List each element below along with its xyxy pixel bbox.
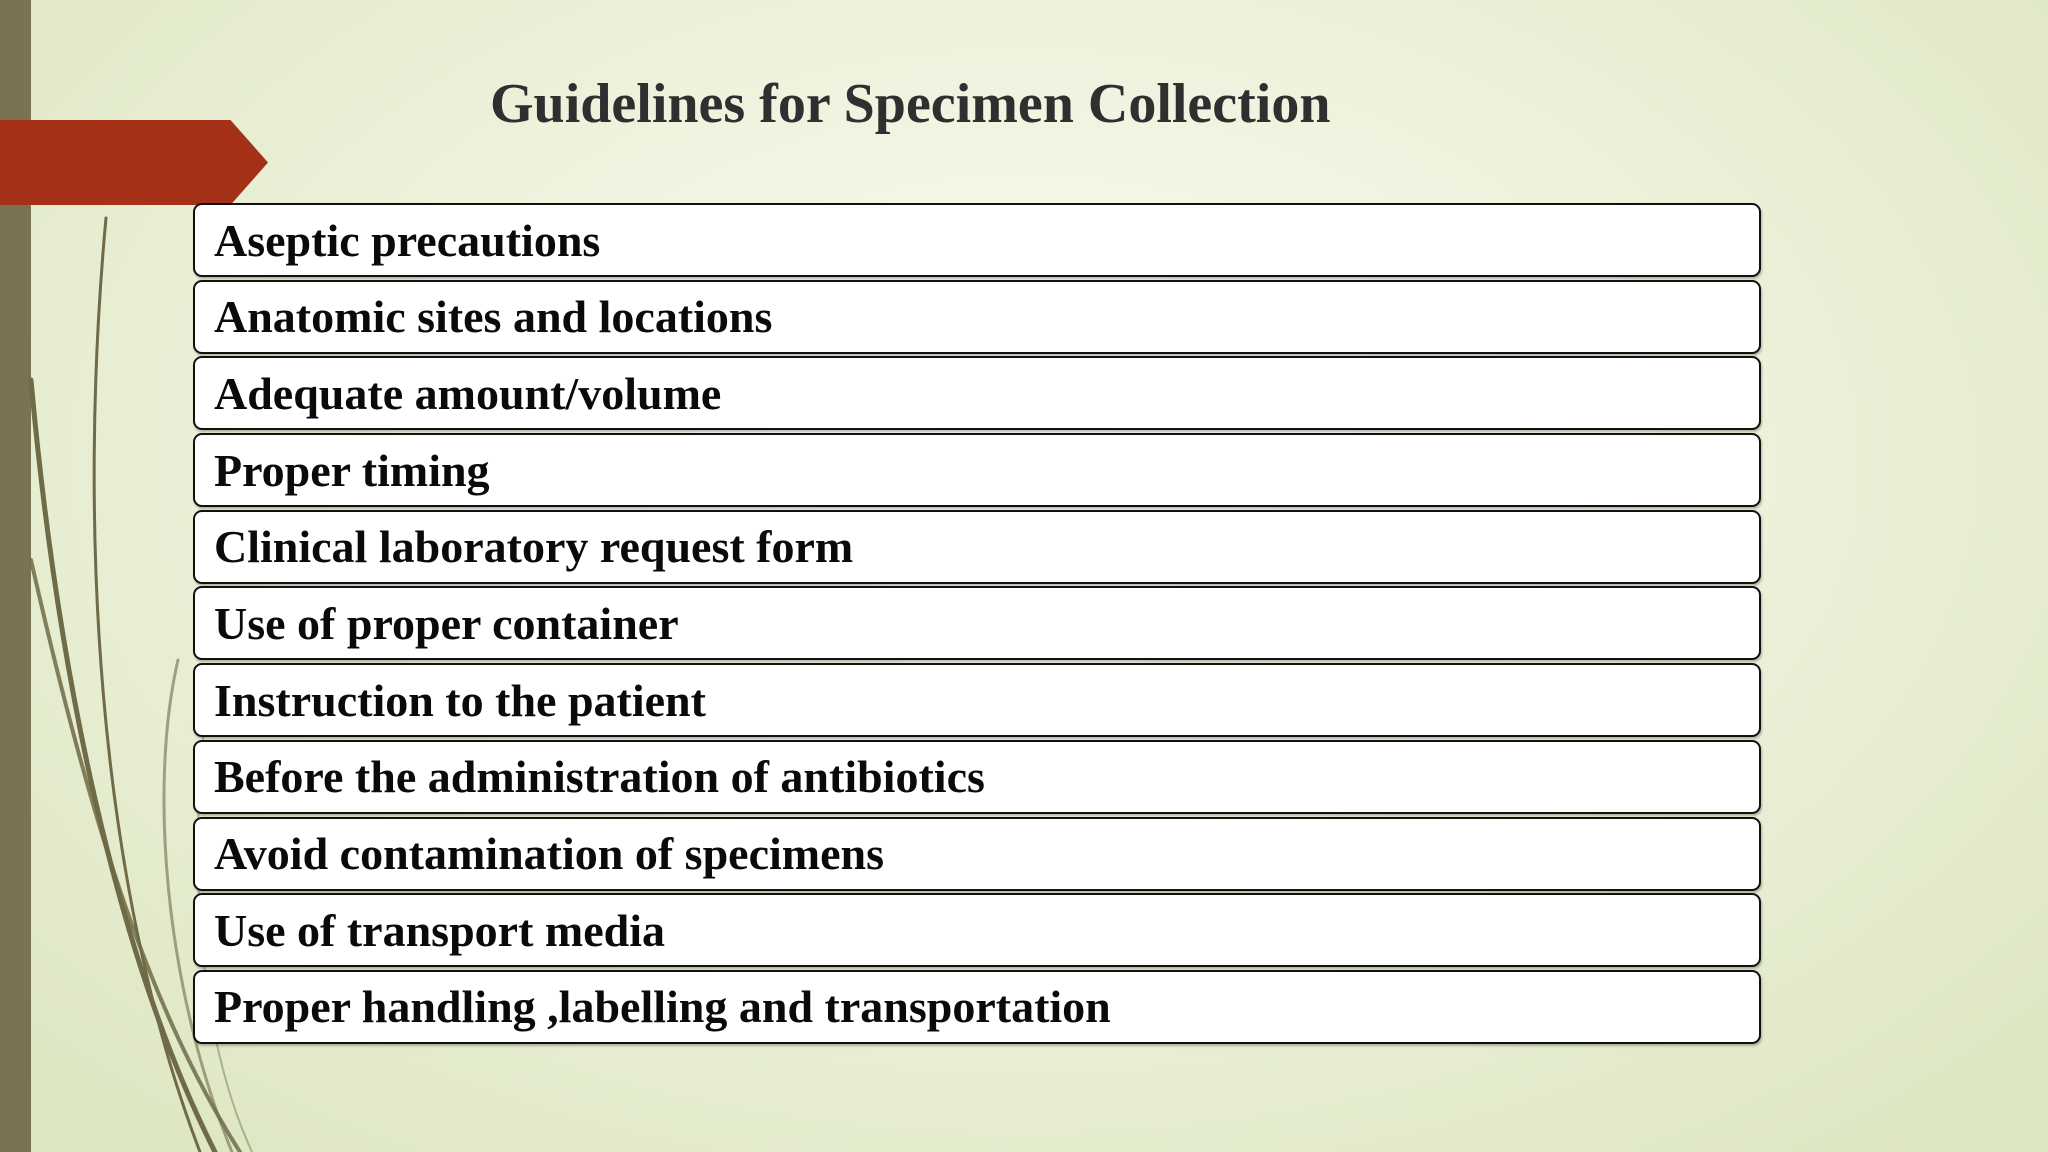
list-item: Before the administration of antibiotics [193,740,1761,814]
list-item: Anatomic sites and locations [193,280,1761,354]
list-item: Proper timing [193,433,1761,507]
list-item: Use of proper container [193,586,1761,660]
list-item: Clinical laboratory request form [193,510,1761,584]
guideline-list [193,203,1761,1047]
list-item: Avoid contamination of specimens [193,817,1761,891]
red-arrow-decoration [0,120,268,205]
slide-title: Guidelines for Specimen Collection [490,73,1331,135]
list-item: Use of transport media [193,893,1761,967]
list-item: Instruction to the patient [193,663,1761,737]
list-item: Proper handling ,labelling and transportation [193,970,1761,1044]
list-item: Aseptic precautions [193,203,1761,277]
list-item: Adequate amount/volume [193,356,1761,430]
